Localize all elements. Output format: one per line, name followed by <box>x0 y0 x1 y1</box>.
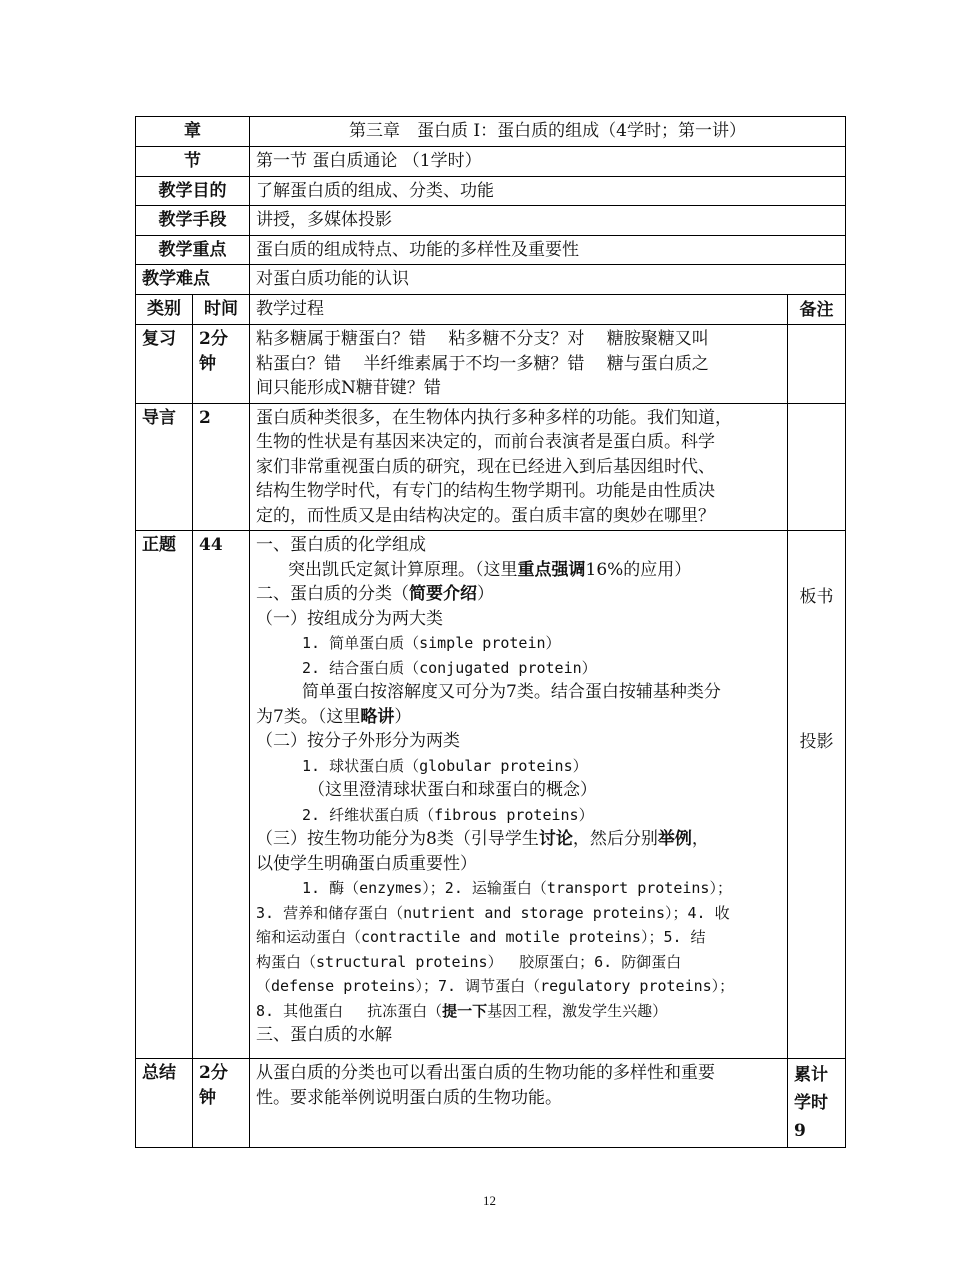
list-item: 缩和运动蛋白（contractile and motile proteins）；5. 结 <box>256 928 706 946</box>
chapter-row <box>136 117 846 147</box>
subsection-heading: （一）按组成分为两大类 <box>256 608 443 629</box>
remark-blackboard: 板书 <box>799 587 834 607</box>
review-row <box>136 325 846 404</box>
summary-time: 2分钟 <box>193 1059 250 1148</box>
main-category: 正题 <box>136 531 193 1059</box>
review-category: 复习 <box>136 325 193 404</box>
review-content <box>250 325 788 404</box>
emphasis: 重点强调 <box>517 559 586 580</box>
emphasis: 简要介绍 <box>409 584 477 604</box>
spacer <box>794 610 839 730</box>
summary-remark: 累计学时9 <box>788 1059 846 1148</box>
page-number: 12 <box>483 1193 496 1208</box>
text-span: （三）按生物功能分为8类（引导学生 <box>256 829 539 849</box>
section-row <box>136 146 846 176</box>
list-item: 构蛋白（structural proteins） 胶原蛋白；6. 防御蛋白 <box>256 952 682 971</box>
list-item <box>256 999 781 1024</box>
main-time: 44 <box>193 531 250 1059</box>
intro-category: 导言 <box>136 403 193 531</box>
section-label: 节 <box>136 146 250 176</box>
content-line <box>256 558 781 583</box>
focus-value: 蛋白质的组成特点、功能的多样性及重要性 <box>250 235 846 265</box>
review-line: 粘蛋白？错 半纤维素属于不均一多糖？错 糖与蛋白质之 <box>256 353 709 374</box>
header-row <box>136 295 846 325</box>
focus-row <box>136 235 846 265</box>
intro-line: 蛋白质种类很多，在生物体内执行多种多样的功能。我们知道， <box>256 407 732 428</box>
difficulty-value: 对蛋白质功能的认识 <box>250 265 846 295</box>
text-span: ） <box>477 584 494 604</box>
spacer <box>794 533 839 585</box>
list-item: 1. 球状蛋白质（globular proteins） <box>302 756 588 775</box>
list-item: 1. 简单蛋白质（simple protein） <box>302 634 561 652</box>
intro-line: 结构生物学时代，有专门的结构生物学期刊。功能是由性质决 <box>256 481 715 501</box>
means-value: 讲授，多媒体投影 <box>250 206 846 236</box>
summary-category: 总结 <box>136 1059 193 1148</box>
review-line: 间只能形成N糖苷键？错 <box>256 378 441 398</box>
subsection-heading <box>256 827 781 852</box>
text-span: 二、蛋白质的分类（ <box>256 584 409 604</box>
main-row <box>136 531 846 1059</box>
content-line: 以使学生明确蛋白质重要性） <box>256 853 477 874</box>
main-remark <box>788 531 846 1059</box>
intro-remark <box>788 403 846 531</box>
remarks-header: 备注 <box>788 295 846 325</box>
intro-line: 生物的性状是有基因来决定的，而前台表演者是蛋白质。科学 <box>256 432 715 452</box>
aim-row <box>136 176 846 206</box>
summary-line: 从蛋白质的分类也可以看出蛋白质的生物功能的多样性和重要 <box>256 1063 715 1083</box>
intro-row <box>136 403 846 531</box>
list-item: 1. 酶（enzymes）；2. 运输蛋白（transport proteins）； <box>302 879 732 897</box>
difficulty-label: 教学难点 <box>136 265 250 295</box>
intro-line: 家们非常重视蛋白质的研究，现在已经进入到后基因组时代、 <box>256 456 715 477</box>
summary-line: 性。要求能举例说明蛋白质的生物功能。 <box>256 1087 562 1108</box>
intro-line: 定的，而性质又是由结构决定的。蛋白质丰富的奥妙在哪里？ <box>256 505 715 526</box>
content-line: 简单蛋白按溶解度又可分为7类。结合蛋白按辅基种类分 <box>302 682 721 702</box>
text-span: 16%的应用） <box>585 559 692 580</box>
aim-label: 教学目的 <box>136 176 250 206</box>
text-span: 基因工程，激发学生兴趣） <box>487 1001 668 1020</box>
text-span: ， <box>691 829 709 849</box>
difficulty-row <box>136 265 846 295</box>
list-item: （defense proteins）；7. 调节蛋白（regulatory proteins）； <box>256 977 735 995</box>
process-header: 教学过程 <box>250 295 788 325</box>
text-span: 8. 其他蛋白 抗冻蛋白（ <box>256 1001 443 1020</box>
list-item: 2. 结合蛋白质（conjugated protein） <box>302 658 597 677</box>
content-line: （这里澄清球状蛋白和球蛋白的概念） <box>308 780 597 800</box>
review-remark <box>788 325 846 404</box>
section-value: 第一节 蛋白质通论 （1学时） <box>250 146 846 176</box>
emphasis: 略讲 <box>360 706 395 727</box>
subsection-heading: （二）按分子外形分为两类 <box>256 731 460 751</box>
list-item: 3. 营养和储存蛋白（nutrient and storage proteins）；4. 收 <box>256 903 730 922</box>
text-span: 为7类。（这里 <box>256 706 361 727</box>
text-span: ） <box>394 706 412 727</box>
emphasis: 举例 <box>657 829 692 849</box>
remark-projection: 投影 <box>799 731 834 752</box>
time-header: 时间 <box>193 295 250 325</box>
section-heading: 一、蛋白质的化学组成 <box>256 535 426 555</box>
section-heading: 三、蛋白质的水解 <box>256 1025 392 1045</box>
review-time: 2分钟 <box>193 325 250 404</box>
means-label: 教学手段 <box>136 206 250 236</box>
chapter-label: 章 <box>136 117 250 147</box>
intro-content <box>250 403 788 531</box>
text-span: 突出凯氏定氮计算原理。（这里 <box>288 559 518 580</box>
section-heading <box>256 582 781 607</box>
category-header: 类别 <box>136 295 193 325</box>
aim-value: 了解蛋白质的组成、分类、功能 <box>250 176 846 206</box>
focus-label: 教学重点 <box>136 235 250 265</box>
lesson-plan-table <box>135 116 846 1148</box>
emphasis: 讨论 <box>538 829 573 849</box>
summary-row <box>136 1059 846 1148</box>
chapter-value: 第三章 蛋白质 I：蛋白质的组成（4学时；第一讲） <box>250 117 846 147</box>
emphasis: 提一下 <box>442 1001 488 1020</box>
content-line <box>256 705 781 730</box>
intro-time: 2 <box>193 403 250 531</box>
means-row <box>136 206 846 236</box>
summary-content <box>250 1059 788 1148</box>
review-line: 粘多糖属于糖蛋白？错 粘多糖不分支？对 糖胺聚糖又叫 <box>256 329 709 349</box>
main-content <box>250 531 788 1059</box>
list-item: 2. 纤维状蛋白质（fibrous proteins） <box>302 805 594 824</box>
text-span: ，然后分别 <box>572 829 658 849</box>
